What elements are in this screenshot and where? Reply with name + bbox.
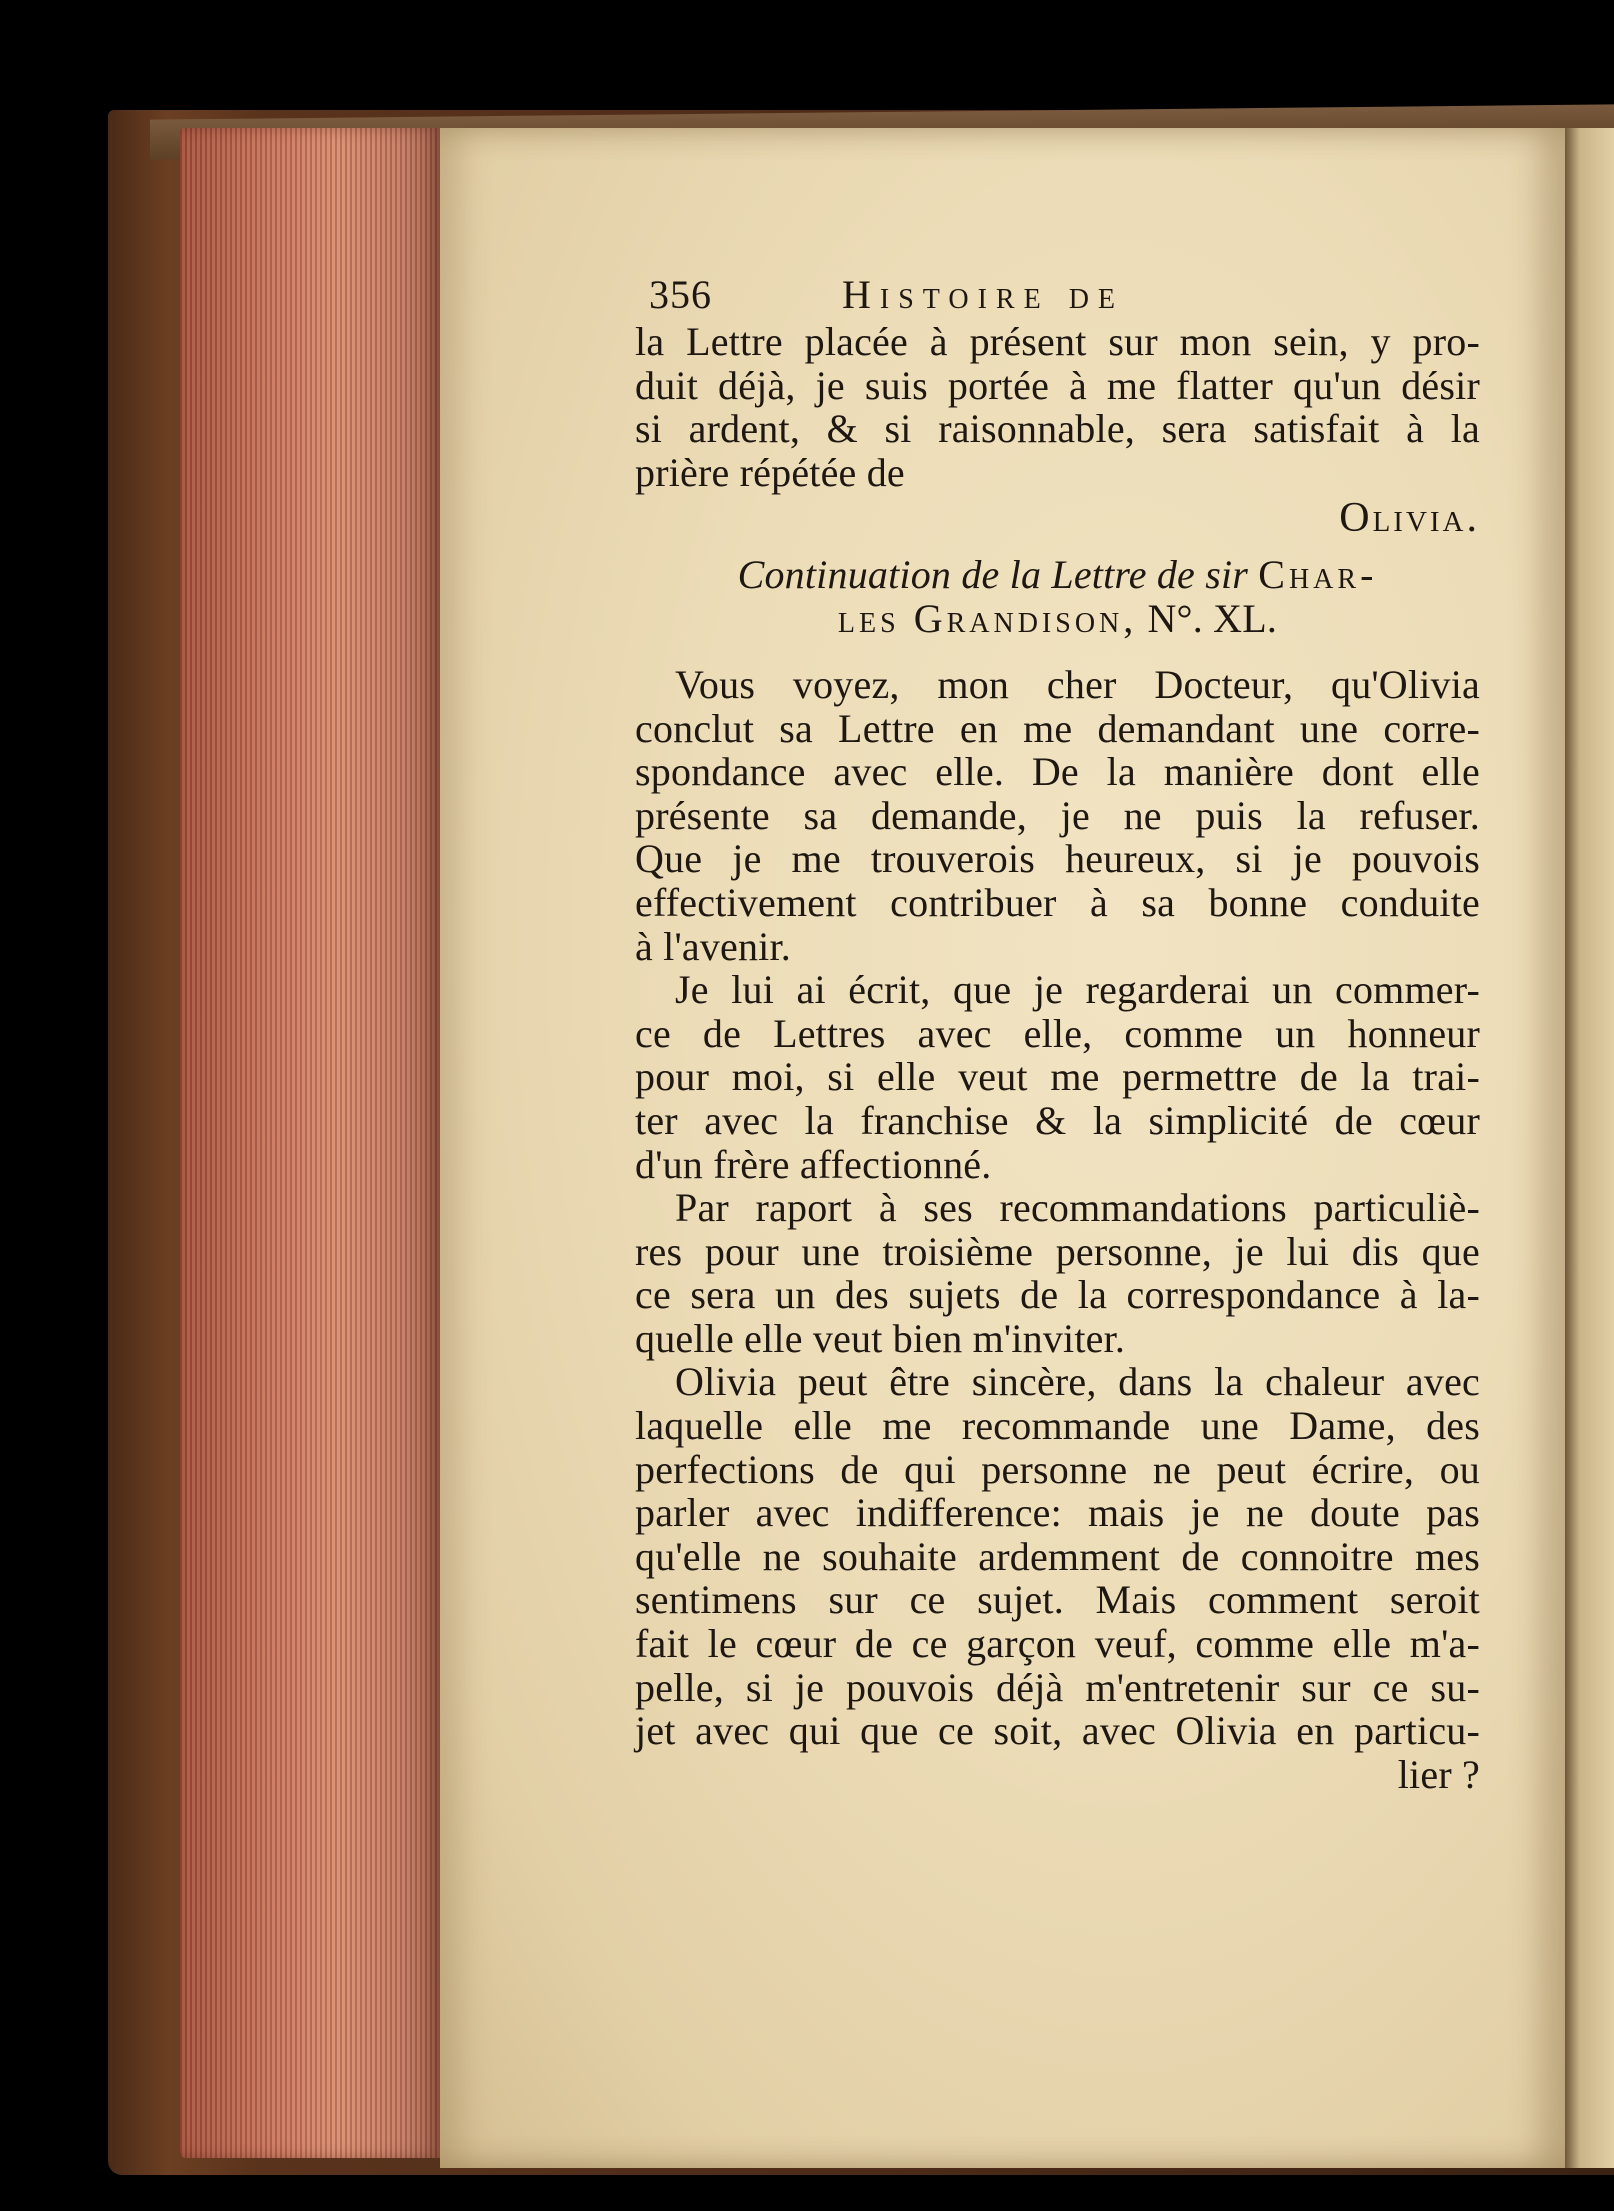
text-line: jet avec qui que ce soit, avec Olivia en particu- — [635, 1708, 1480, 1754]
page-number: 356 — [649, 272, 712, 317]
letter-heading-caps-2: les Grandison, — [837, 595, 1138, 641]
letter-number: N°. XL. — [1147, 595, 1278, 641]
text-line: conclut sa Lettre en me demandant une corre- — [635, 705, 1480, 751]
text-line: res pour une troisième personne, je lui dis que — [635, 1228, 1480, 1274]
text-line: Je lui ai écrit, que je regarderai un commer- — [675, 967, 1480, 1013]
text-line: quelle elle veut bien m'inviter. — [635, 1315, 1126, 1361]
catchword: lier ? — [1397, 1751, 1480, 1797]
page-header — [635, 270, 1480, 320]
text-line: à l'avenir. — [635, 923, 792, 969]
text-line: parler avec indifference: mais je ne doute pas — [635, 1490, 1480, 1536]
text-line: pelle, si je pouvois déjà m'entretenir sur ce su- — [635, 1664, 1480, 1710]
text-line: d'un frère affectionné. — [635, 1141, 992, 1187]
text-line: fait le cœur de ce garçon veuf, comme elle m'a- — [635, 1621, 1480, 1667]
text-line: qu'elle ne souhaite ardemment de connoitre mes — [635, 1533, 1480, 1579]
text-line: Vous voyez, mon cher Docteur, qu'Olivia — [675, 661, 1480, 707]
next-leaf-edge — [1565, 128, 1614, 2168]
paragraph-2 — [635, 968, 1480, 1186]
letter-heading-caps: Char- — [1258, 551, 1378, 597]
text-line: sentimens sur ce sujet. Mais comment seroit — [635, 1577, 1480, 1623]
text-line: spondance avec elle. De la manière dont elle — [635, 749, 1480, 795]
paragraph-continued — [635, 320, 1480, 494]
page-text — [635, 270, 1480, 1796]
text-line: Par raport à ses recommandations particuliè- — [675, 1185, 1480, 1231]
text-line: pour moi, si elle veut me permettre de la trai- — [635, 1054, 1480, 1100]
text-line: ter avec la franchise & la simplicité de cœur — [635, 1097, 1480, 1143]
text-line: Olivia peut être sincère, dans la chaleur avec — [675, 1359, 1480, 1405]
letter-heading-italic: Continuation de la Lettre de sir — [737, 551, 1249, 597]
paragraph-3 — [635, 1186, 1480, 1360]
text-line: laquelle elle me recommande une Dame, des — [635, 1403, 1480, 1449]
text-line: ce de Lettres avec elle, comme un honneur — [635, 1010, 1480, 1056]
paragraph-4 — [635, 1360, 1480, 1752]
text-line: perfections de qui personne ne peut écrire, ou — [635, 1446, 1480, 1492]
text-line: effectivement contribuer à sa bonne conduite — [635, 879, 1480, 925]
paragraph-1 — [635, 663, 1480, 968]
running-title: Histoire de — [842, 272, 1125, 317]
text-line: la Lettre placée à présent sur mon sein, y pro- — [635, 319, 1480, 364]
text-line: prière répétée de — [635, 449, 905, 495]
signature: Olivia. — [1339, 495, 1480, 542]
text-line: duit déjà, je suis portée à me flatter qu'un désir — [635, 362, 1480, 408]
text-line: Que je me trouverois heureux, si je pouvois — [635, 836, 1480, 882]
text-line: si ardent, & si raisonnable, sera satisfait à la — [635, 406, 1480, 452]
text-line: ce sera un des sujets de la correspondance à la- — [635, 1272, 1480, 1318]
text-line: présente sa demande, je ne puis la refuser. — [635, 792, 1480, 838]
letter-heading — [635, 553, 1480, 641]
page-edges — [180, 128, 442, 2158]
